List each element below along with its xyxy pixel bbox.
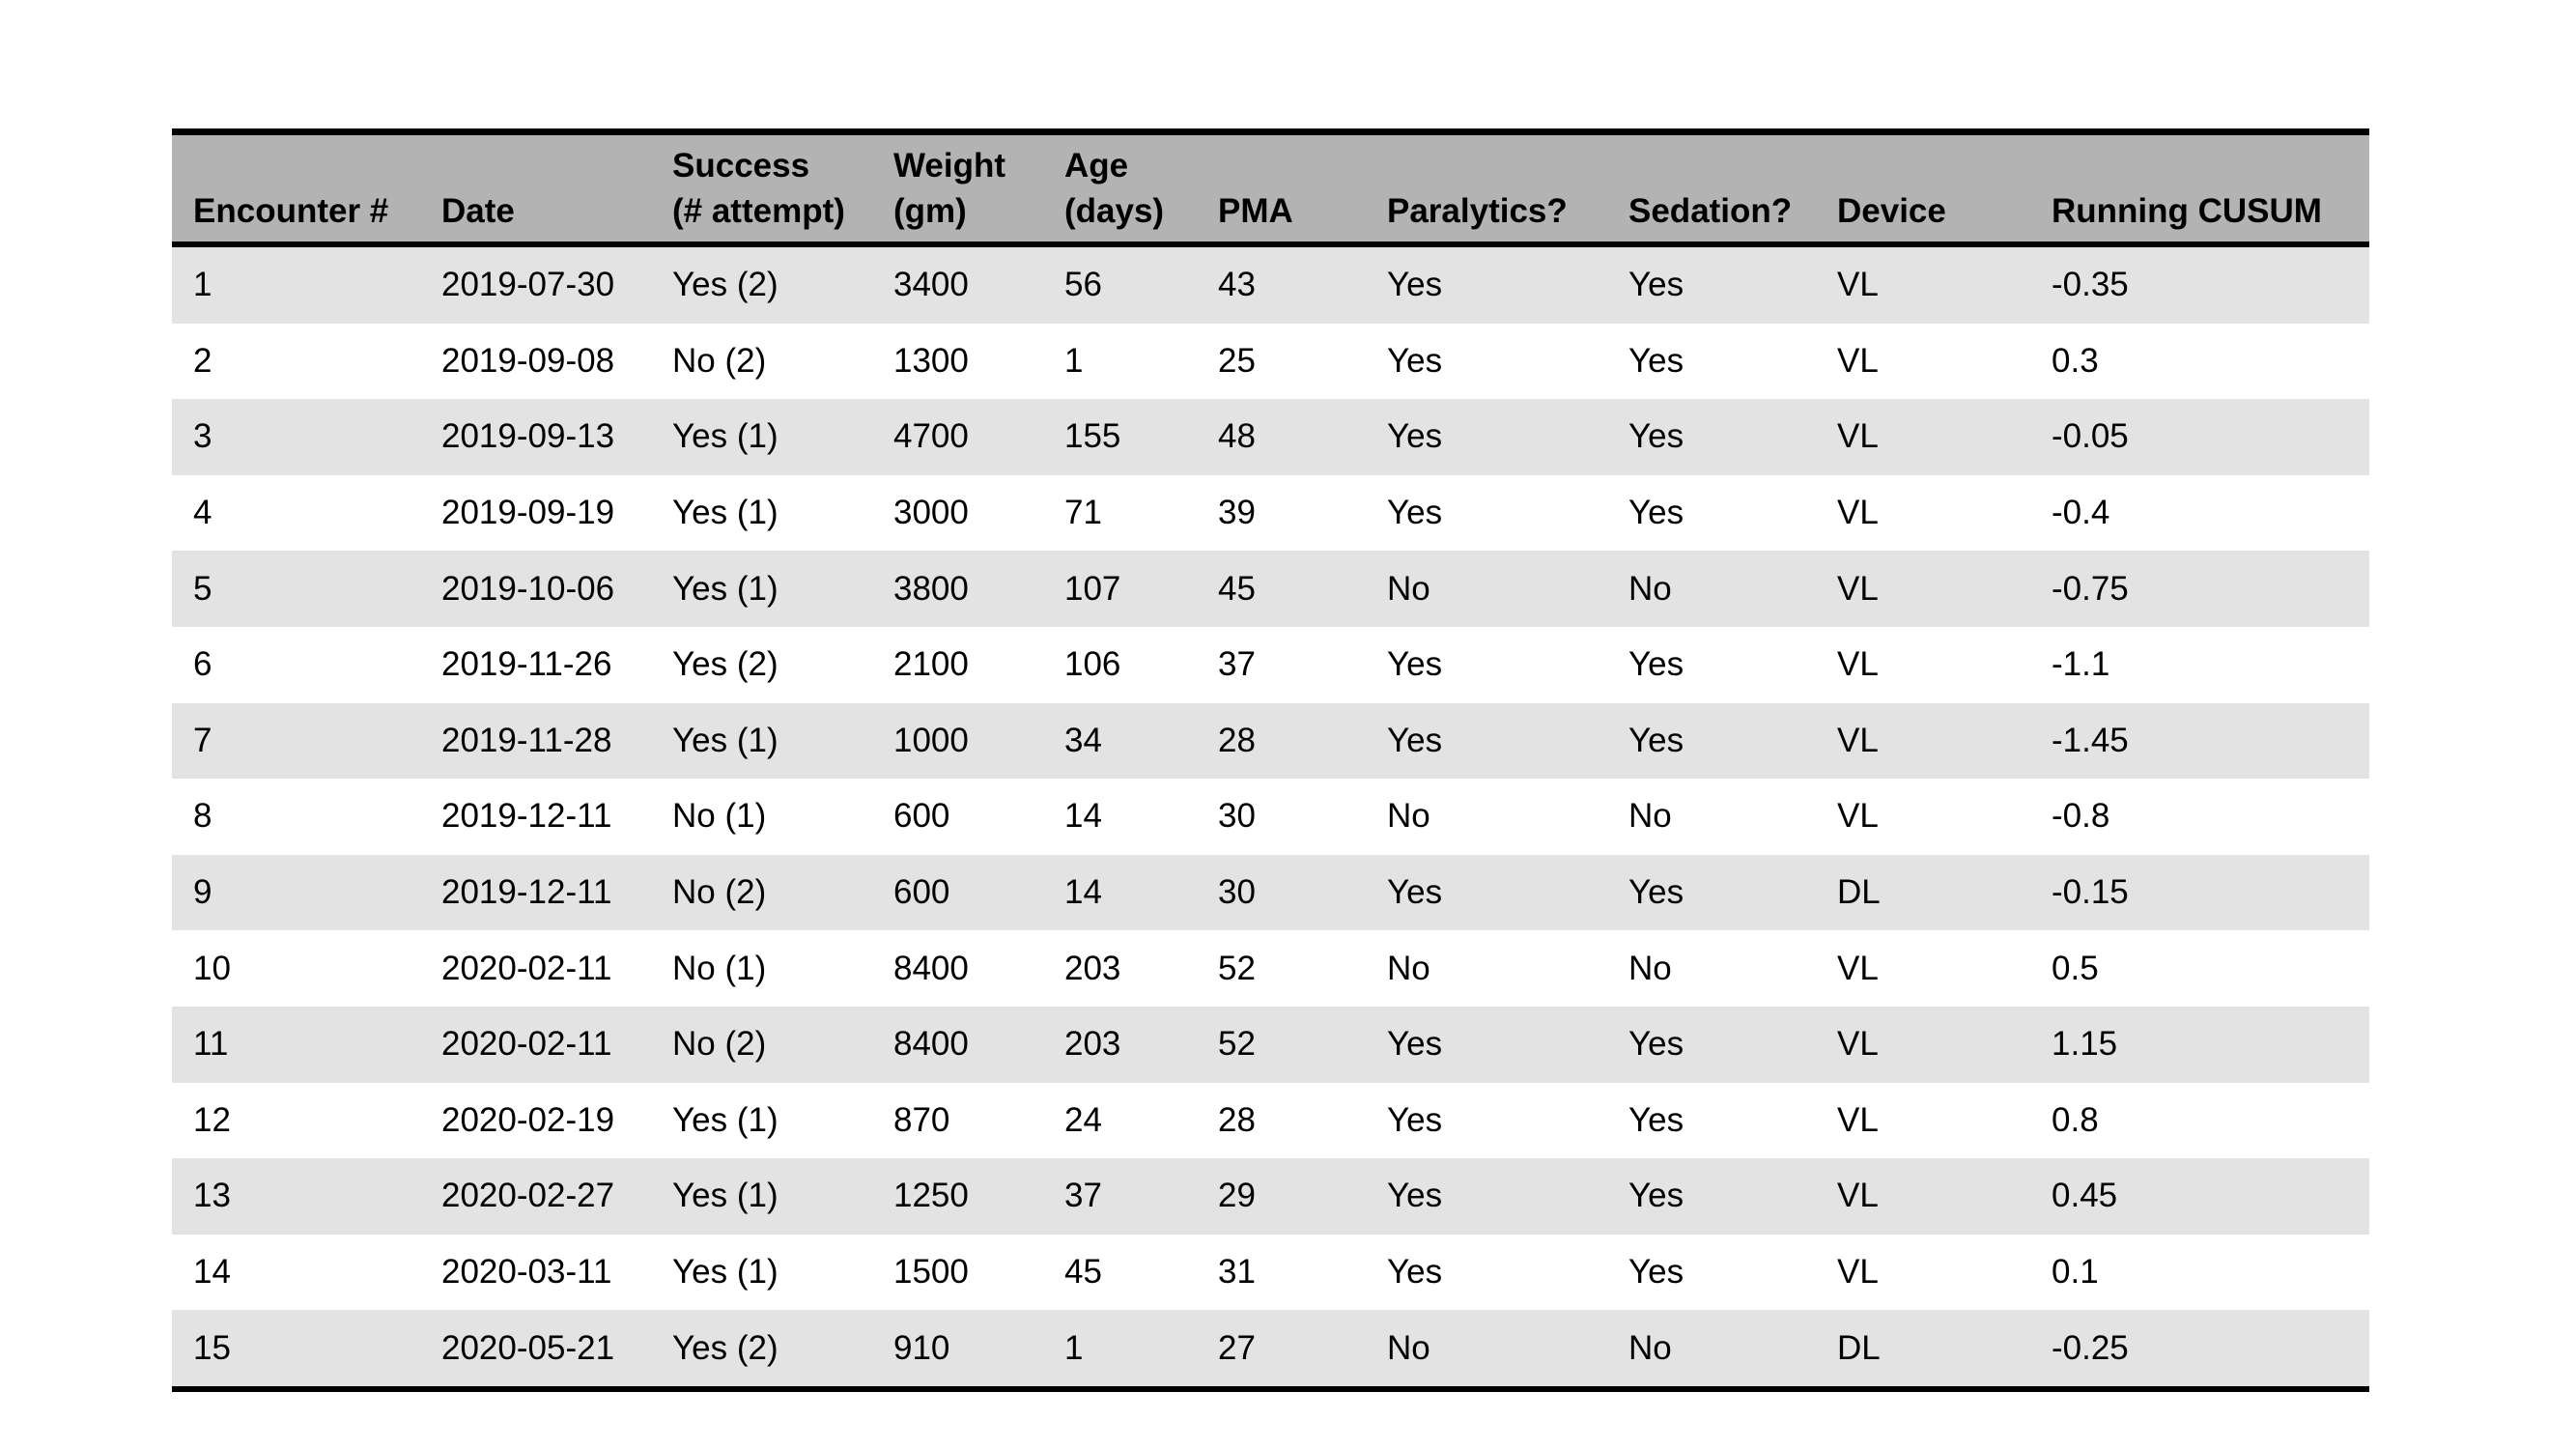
cell-weight: 8400 xyxy=(893,949,969,987)
cell-encounter: 7 xyxy=(193,721,212,759)
cell-encounter: 13 xyxy=(193,1177,231,1215)
cell-pma: 27 xyxy=(1218,1328,1256,1367)
cell-date: 2019-09-13 xyxy=(441,417,615,456)
cell-sedation: Yes xyxy=(1628,1025,1684,1064)
cell-age: 14 xyxy=(1064,873,1102,912)
encounter-table-body xyxy=(172,247,2369,1386)
cell-success: Yes (2) xyxy=(672,266,778,304)
cell-weight: 600 xyxy=(893,797,950,836)
table-row xyxy=(172,627,2369,703)
header-sedation: Sedation? xyxy=(1628,192,1793,230)
cell-paralytics: Yes xyxy=(1387,645,1443,684)
table-row xyxy=(172,1235,2369,1311)
cell-device: VL xyxy=(1837,1025,1879,1064)
cell-sedation: Yes xyxy=(1628,1177,1684,1215)
cell-encounter: 12 xyxy=(193,1100,231,1139)
cell-age: 56 xyxy=(1064,266,1102,304)
cell-success: Yes (1) xyxy=(672,1253,778,1292)
cell-encounter: 4 xyxy=(193,494,212,532)
header-running-cusum: Running CUSUM xyxy=(2052,192,2322,230)
cell-pma: 28 xyxy=(1218,721,1256,759)
cell-weight: 600 xyxy=(893,873,950,912)
cell-paralytics: No xyxy=(1387,1328,1430,1367)
cell-running-cusum: -0.75 xyxy=(2052,569,2129,608)
header-weight: Weight (gm) xyxy=(893,147,1006,230)
table-body xyxy=(172,247,2369,1386)
table-header xyxy=(172,135,2369,242)
cell-success: No (1) xyxy=(672,949,767,987)
cell-age: 1 xyxy=(1064,1328,1084,1367)
table-row xyxy=(172,779,2369,855)
cell-running-cusum: -1.45 xyxy=(2052,721,2129,759)
cell-date: 2020-02-19 xyxy=(441,1100,615,1139)
cell-device: VL xyxy=(1837,494,1879,532)
cell-paralytics: Yes xyxy=(1387,266,1443,304)
cell-running-cusum: 0.3 xyxy=(2052,341,2099,380)
cell-date: 2020-05-21 xyxy=(441,1328,615,1367)
cell-success: Yes (1) xyxy=(672,569,778,608)
cell-pma: 48 xyxy=(1218,417,1256,456)
table-row xyxy=(172,1007,2369,1083)
cell-sedation: Yes xyxy=(1628,1100,1684,1139)
cell-success: Yes (1) xyxy=(672,721,778,759)
cell-encounter: 11 xyxy=(193,1025,229,1064)
cell-sedation: No xyxy=(1628,797,1672,836)
cell-sedation: Yes xyxy=(1628,873,1684,912)
cell-success: No (2) xyxy=(672,341,767,380)
cell-success: No (1) xyxy=(672,797,767,836)
cell-age: 34 xyxy=(1064,721,1102,759)
cell-date: 2019-12-11 xyxy=(441,797,612,836)
cell-paralytics: Yes xyxy=(1387,417,1443,456)
cell-pma: 31 xyxy=(1218,1253,1256,1292)
cell-age: 24 xyxy=(1064,1100,1102,1139)
cell-success: Yes (1) xyxy=(672,1177,778,1215)
encounter-table-container xyxy=(172,128,2369,1392)
cell-running-cusum: 0.1 xyxy=(2052,1253,2099,1292)
cell-encounter: 15 xyxy=(193,1328,231,1367)
cell-sedation: Yes xyxy=(1628,1253,1684,1292)
cell-date: 2019-10-06 xyxy=(441,569,615,608)
cell-age: 107 xyxy=(1064,569,1121,608)
cell-weight: 1500 xyxy=(893,1253,969,1292)
cell-device: VL xyxy=(1837,341,1879,380)
cell-date: 2019-12-11 xyxy=(441,873,612,912)
cell-pma: 30 xyxy=(1218,873,1256,912)
cell-pma: 29 xyxy=(1218,1177,1256,1215)
cell-weight: 910 xyxy=(893,1328,950,1367)
cell-weight: 1300 xyxy=(893,341,969,380)
cell-device: VL xyxy=(1837,1177,1879,1215)
cell-date: 2019-11-28 xyxy=(441,721,612,759)
cell-device: VL xyxy=(1837,721,1879,759)
cell-paralytics: Yes xyxy=(1387,1177,1443,1215)
cell-success: Yes (1) xyxy=(672,494,778,532)
cell-device: VL xyxy=(1837,949,1879,987)
table-row xyxy=(172,1083,2369,1159)
cell-weight: 3800 xyxy=(893,569,969,608)
cell-age: 203 xyxy=(1064,949,1121,987)
cell-success: Yes (2) xyxy=(672,1328,778,1367)
table-row xyxy=(172,399,2369,475)
cell-date: 2020-02-11 xyxy=(441,1025,612,1064)
cell-success: No (2) xyxy=(672,873,767,912)
cell-pma: 45 xyxy=(1218,569,1256,608)
cell-weight: 2100 xyxy=(893,645,969,684)
cell-weight: 3400 xyxy=(893,266,969,304)
header-pma: PMA xyxy=(1218,192,1293,230)
cell-date: 2020-02-27 xyxy=(441,1177,615,1215)
cell-device: VL xyxy=(1837,266,1879,304)
cell-success: Yes (1) xyxy=(672,417,778,456)
cell-pma: 43 xyxy=(1218,266,1256,304)
cell-pma: 52 xyxy=(1218,1025,1256,1064)
table-row xyxy=(172,324,2369,400)
cell-pma: 52 xyxy=(1218,949,1256,987)
cell-date: 2019-09-08 xyxy=(441,341,615,380)
cell-age: 14 xyxy=(1064,797,1102,836)
cell-paralytics: Yes xyxy=(1387,1100,1443,1139)
cell-device: VL xyxy=(1837,797,1879,836)
cell-device: DL xyxy=(1837,1328,1881,1367)
table-row xyxy=(172,1158,2369,1235)
cell-age: 45 xyxy=(1064,1253,1102,1292)
cell-date: 2019-09-19 xyxy=(441,494,615,532)
cell-running-cusum: 1.15 xyxy=(2052,1025,2118,1064)
cell-age: 1 xyxy=(1064,341,1084,380)
cell-running-cusum: 0.45 xyxy=(2052,1177,2118,1215)
cell-age: 37 xyxy=(1064,1177,1102,1215)
cell-device: VL xyxy=(1837,1253,1879,1292)
cell-device: VL xyxy=(1837,417,1879,456)
cell-weight: 4700 xyxy=(893,417,969,456)
cell-running-cusum: -0.35 xyxy=(2052,266,2129,304)
cell-weight: 1000 xyxy=(893,721,969,759)
cell-pma: 25 xyxy=(1218,341,1256,380)
cell-running-cusum: -0.05 xyxy=(2052,417,2129,456)
cell-sedation: Yes xyxy=(1628,417,1684,456)
table-row xyxy=(172,930,2369,1007)
cell-running-cusum: -1.1 xyxy=(2052,645,2110,684)
cell-paralytics: Yes xyxy=(1387,1025,1443,1064)
cell-success: Yes (2) xyxy=(672,645,778,684)
header-age: Age (days) xyxy=(1064,147,1165,230)
cell-paralytics: No xyxy=(1387,797,1430,836)
cell-weight: 1250 xyxy=(893,1177,969,1215)
cell-paralytics: Yes xyxy=(1387,1253,1443,1292)
cell-running-cusum: 0.5 xyxy=(2052,949,2099,987)
cell-running-cusum: -0.4 xyxy=(2052,494,2110,532)
cell-paralytics: Yes xyxy=(1387,341,1443,380)
cell-encounter: 2 xyxy=(193,341,212,380)
cell-encounter: 8 xyxy=(193,797,212,836)
header-device: Device xyxy=(1837,192,1946,230)
cell-pma: 39 xyxy=(1218,494,1256,532)
cell-sedation: Yes xyxy=(1628,645,1684,684)
cell-sedation: No xyxy=(1628,949,1672,987)
table-row xyxy=(172,855,2369,931)
cell-date: 2020-03-11 xyxy=(441,1253,612,1292)
cell-device: VL xyxy=(1837,1100,1879,1139)
cell-sedation: No xyxy=(1628,1328,1672,1367)
cell-encounter: 14 xyxy=(193,1253,231,1292)
cell-age: 203 xyxy=(1064,1025,1121,1064)
header-success: Success (# attempt) xyxy=(672,147,845,230)
header-encounter: Encounter # xyxy=(193,192,389,230)
table-row xyxy=(172,551,2369,627)
cell-sedation: Yes xyxy=(1628,721,1684,759)
cell-age: 106 xyxy=(1064,645,1121,684)
header-date: Date xyxy=(441,192,515,230)
cell-paralytics: Yes xyxy=(1387,873,1443,912)
cell-running-cusum: -0.15 xyxy=(2052,873,2129,912)
cell-age: 155 xyxy=(1064,417,1121,456)
cell-sedation: Yes xyxy=(1628,494,1684,532)
cell-date: 2020-02-11 xyxy=(441,949,612,987)
cell-running-cusum: -0.25 xyxy=(2052,1328,2129,1367)
cell-encounter: 10 xyxy=(193,949,231,987)
cell-encounter: 5 xyxy=(193,569,212,608)
table-row xyxy=(172,475,2369,552)
cell-paralytics: Yes xyxy=(1387,494,1443,532)
cell-success: Yes (1) xyxy=(672,1100,778,1139)
header-row xyxy=(172,135,2369,242)
cell-success: No (2) xyxy=(672,1025,767,1064)
cell-weight: 870 xyxy=(893,1100,950,1139)
cell-age: 71 xyxy=(1064,494,1102,532)
cell-encounter: 6 xyxy=(193,645,212,684)
cell-running-cusum: -0.8 xyxy=(2052,797,2110,836)
cell-pma: 28 xyxy=(1218,1100,1256,1139)
table-top-rule xyxy=(172,128,2369,135)
cell-device: VL xyxy=(1837,645,1879,684)
table-row xyxy=(172,247,2369,324)
cell-weight: 3000 xyxy=(893,494,969,532)
cell-paralytics: No xyxy=(1387,949,1430,987)
table-bottom-rule xyxy=(172,1386,2369,1392)
cell-pma: 37 xyxy=(1218,645,1256,684)
cell-sedation: No xyxy=(1628,569,1672,608)
header-paralytics: Paralytics? xyxy=(1387,192,1568,230)
cell-device: VL xyxy=(1837,569,1879,608)
table-row xyxy=(172,1310,2369,1386)
cell-encounter: 9 xyxy=(193,873,212,912)
cell-sedation: Yes xyxy=(1628,341,1684,380)
cell-paralytics: Yes xyxy=(1387,721,1443,759)
cell-date: 2019-11-26 xyxy=(441,645,612,684)
cell-device: DL xyxy=(1837,873,1881,912)
cell-encounter: 3 xyxy=(193,417,212,456)
table-row xyxy=(172,703,2369,780)
cell-date: 2019-07-30 xyxy=(441,266,615,304)
cell-encounter: 1 xyxy=(193,266,212,304)
cell-pma: 30 xyxy=(1218,797,1256,836)
cell-weight: 8400 xyxy=(893,1025,969,1064)
cell-sedation: Yes xyxy=(1628,266,1684,304)
encounter-table xyxy=(172,135,2369,242)
cell-paralytics: No xyxy=(1387,569,1430,608)
cell-running-cusum: 0.8 xyxy=(2052,1100,2099,1139)
